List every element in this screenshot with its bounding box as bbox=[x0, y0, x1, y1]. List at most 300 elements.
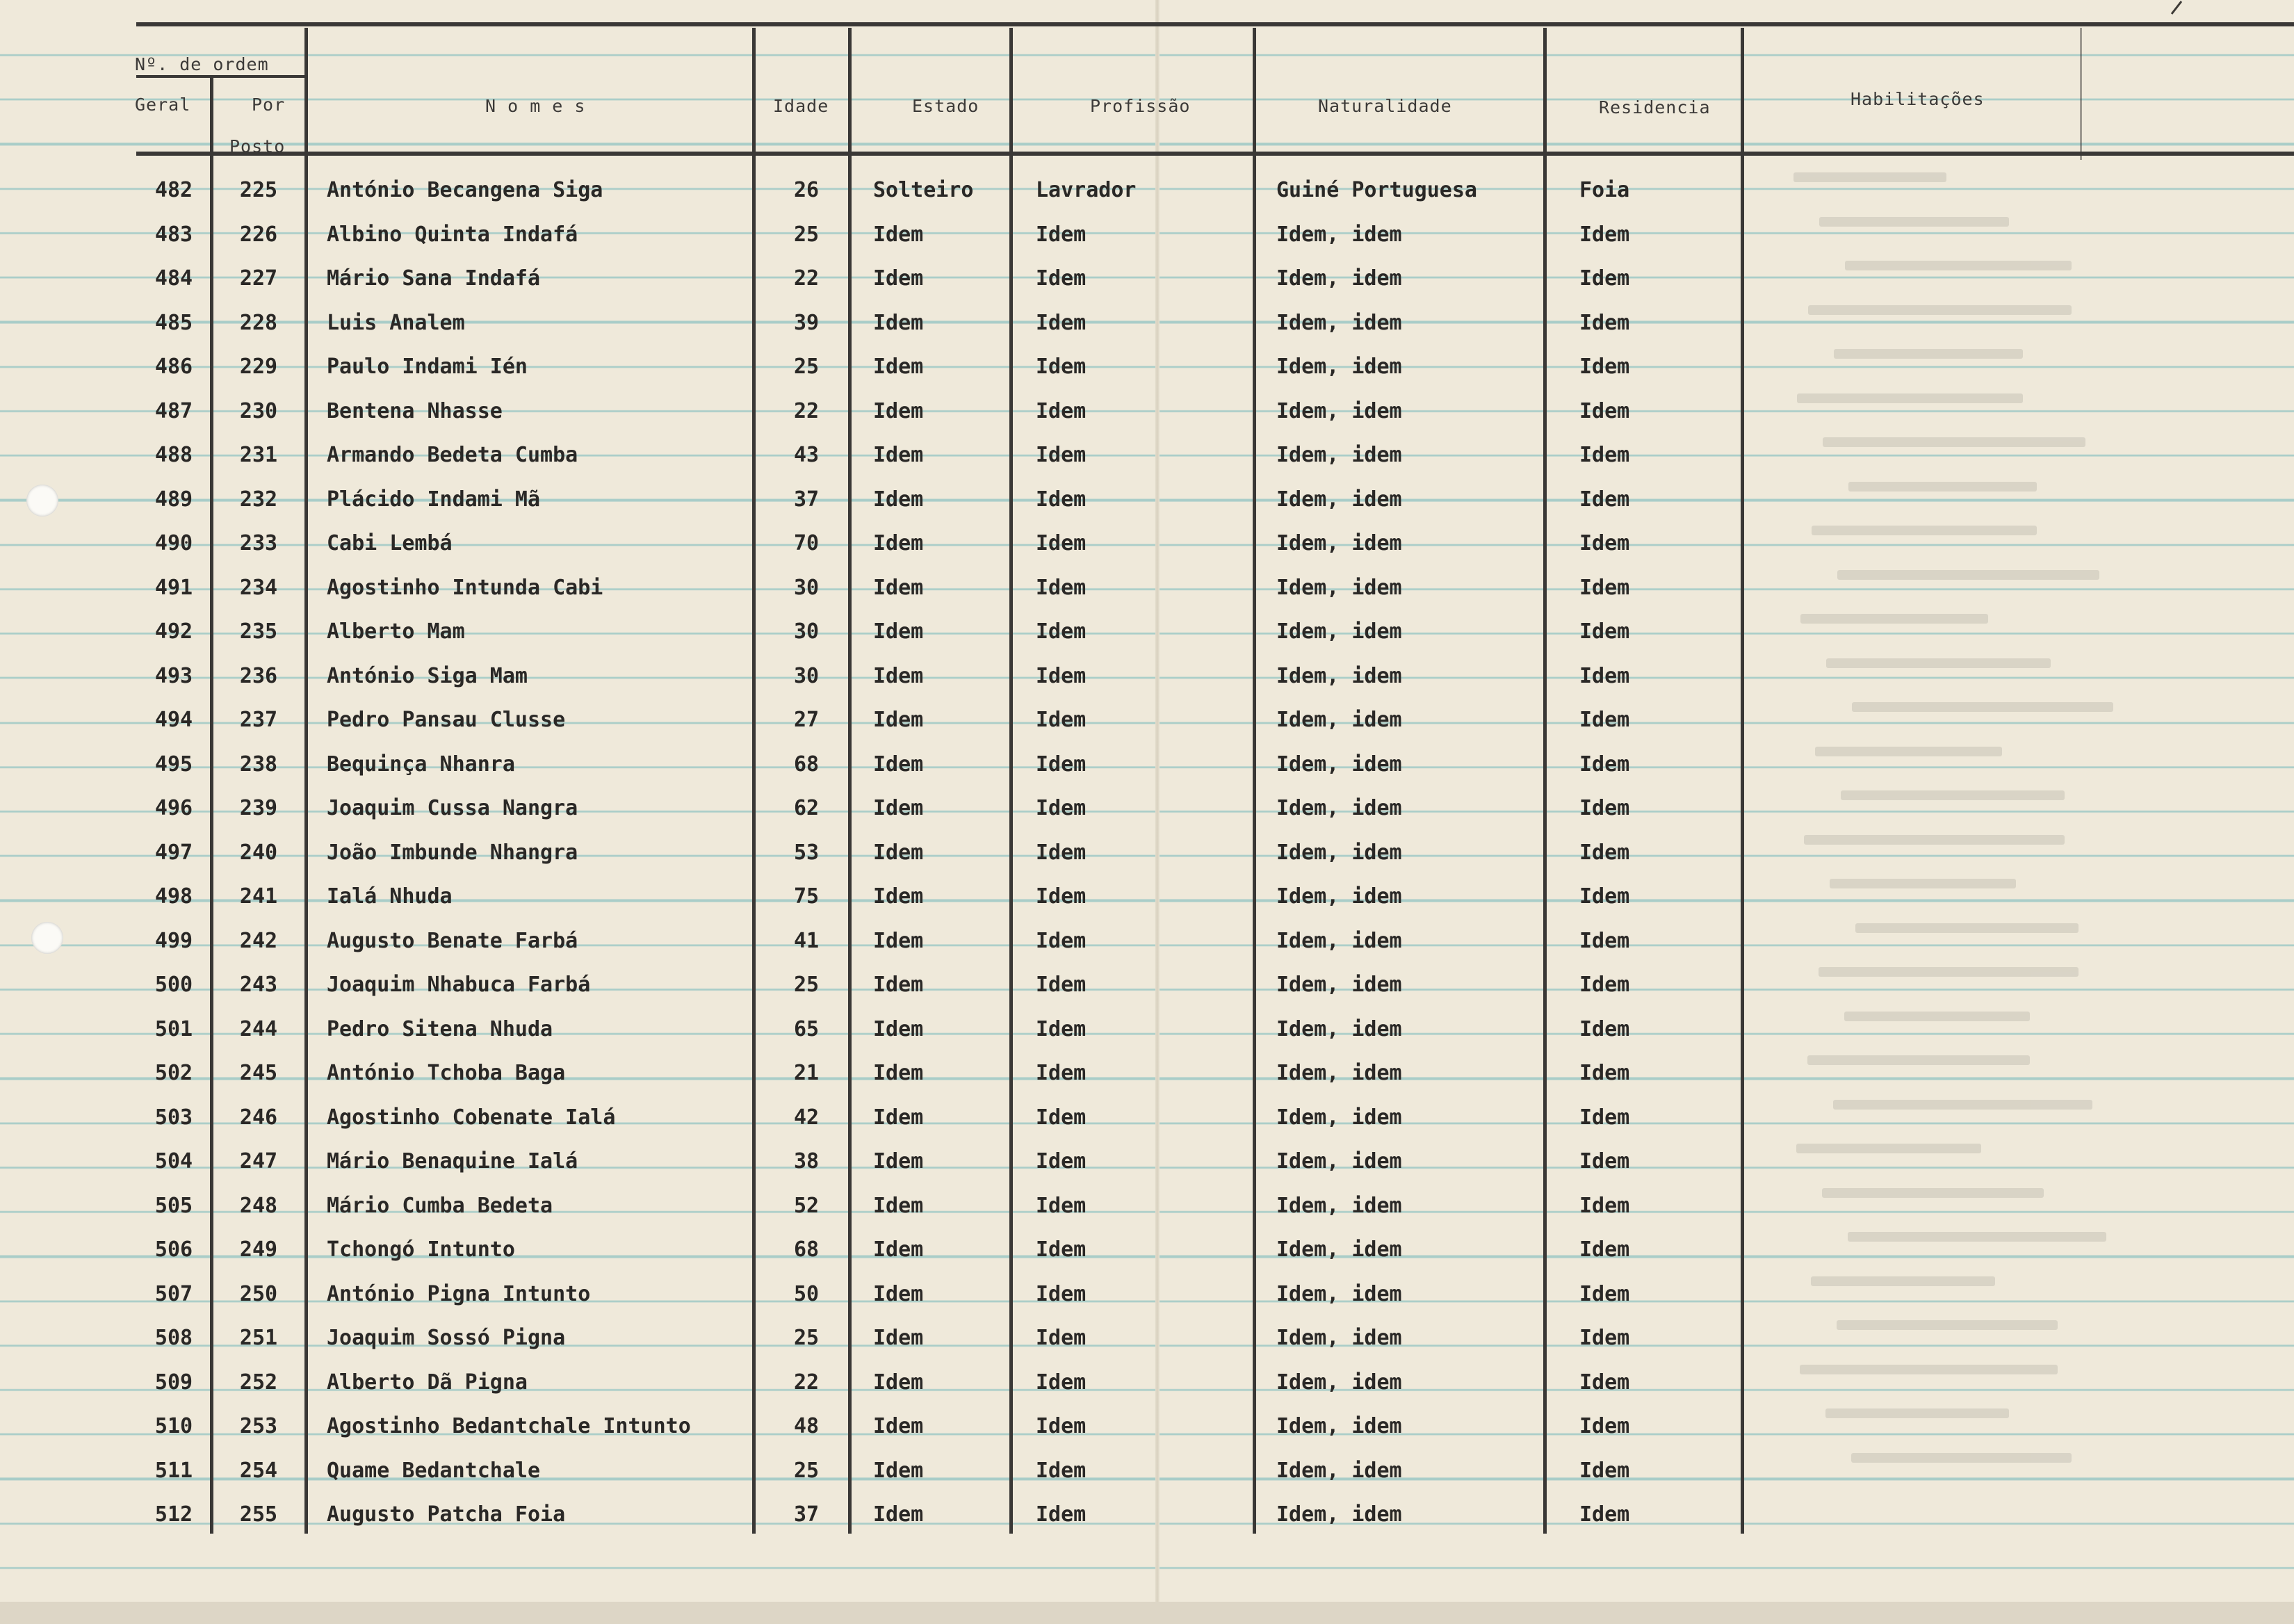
cell-naturalidade: Idem, idem bbox=[1276, 884, 1402, 909]
cell-residencia: Idem bbox=[1579, 1326, 1630, 1350]
cell-geral: 509 bbox=[154, 1370, 193, 1395]
cell-naturalidade: Idem, idem bbox=[1276, 310, 1402, 335]
bleed-mark bbox=[1822, 1188, 2044, 1198]
cell-residencia: Idem bbox=[1579, 1458, 1630, 1483]
cell-geral: 494 bbox=[154, 708, 193, 732]
cell-nome: Bequinça Nhanra bbox=[327, 752, 515, 777]
cell-idade: 70 bbox=[793, 531, 820, 555]
cell-nome: Quame Bedantchale bbox=[327, 1458, 541, 1483]
cell-residencia: Idem bbox=[1579, 1149, 1630, 1174]
cell-naturalidade: Idem, idem bbox=[1276, 575, 1402, 600]
cell-posto: 249 bbox=[239, 1237, 278, 1262]
bleed-mark bbox=[1812, 526, 2037, 535]
cell-posto: 237 bbox=[239, 708, 278, 732]
page-bottom-edge bbox=[0, 1602, 2294, 1624]
cell-profissao: Idem bbox=[1036, 266, 1087, 291]
cell-naturalidade: Idem, idem bbox=[1276, 1370, 1402, 1395]
bleed-mark bbox=[1830, 879, 2016, 888]
cell-geral: 493 bbox=[154, 663, 193, 688]
cell-geral: 510 bbox=[154, 1414, 193, 1438]
cell-posto: 228 bbox=[239, 310, 278, 335]
cell-naturalidade: Idem, idem bbox=[1276, 1502, 1402, 1527]
cell-posto: 243 bbox=[239, 973, 278, 997]
cell-idade: 22 bbox=[793, 1370, 820, 1395]
cell-posto: 254 bbox=[239, 1458, 278, 1483]
header-estado: Estado bbox=[912, 96, 979, 116]
rule-estado-profissao bbox=[1009, 28, 1013, 1534]
cell-estado: Idem bbox=[873, 1193, 924, 1218]
cell-nome: António Pigna Intunto bbox=[327, 1281, 591, 1306]
cell-residencia: Idem bbox=[1579, 266, 1630, 291]
cell-estado: Idem bbox=[873, 884, 924, 909]
header-residencia: Residencia bbox=[1599, 97, 1711, 117]
bleed-mark bbox=[1826, 658, 2051, 668]
cell-nome: Agostinho Intunda Cabi bbox=[327, 575, 603, 600]
cell-residencia: Idem bbox=[1579, 663, 1630, 688]
cell-nome: Joaquim Cussa Nangra bbox=[327, 796, 578, 820]
bleed-mark bbox=[1852, 702, 2113, 712]
cell-geral: 485 bbox=[154, 310, 193, 335]
cell-nome: Ialá Nhuda bbox=[327, 884, 453, 909]
header-idade: Idade bbox=[773, 96, 829, 116]
cell-idade: 42 bbox=[793, 1105, 820, 1130]
cell-geral: 488 bbox=[154, 443, 193, 467]
cell-nome: Alberto Dã Pigna bbox=[327, 1370, 528, 1395]
rule-idade-estado bbox=[848, 28, 852, 1534]
cell-estado: Idem bbox=[873, 1237, 924, 1262]
cell-nome: Augusto Benate Farbá bbox=[327, 928, 578, 953]
cell-posto: 253 bbox=[239, 1414, 278, 1438]
cell-nome: Alberto Mam bbox=[327, 619, 465, 644]
cell-naturalidade: Guiné Portuguesa bbox=[1276, 178, 1477, 202]
cell-profissao: Idem bbox=[1036, 531, 1087, 555]
bleed-mark bbox=[1811, 1276, 1995, 1286]
cell-estado: Idem bbox=[873, 840, 924, 865]
cell-nome: Agostinho Bedantchale Intunto bbox=[327, 1414, 691, 1438]
cell-idade: 62 bbox=[793, 796, 820, 820]
cell-residencia: Foia bbox=[1579, 178, 1630, 202]
cell-posto: 225 bbox=[239, 178, 278, 202]
cell-estado: Idem bbox=[873, 1326, 924, 1350]
cell-idade: 37 bbox=[793, 1502, 820, 1527]
cell-profissao: Idem bbox=[1036, 398, 1087, 423]
cell-naturalidade: Idem, idem bbox=[1276, 1149, 1402, 1174]
cell-naturalidade: Idem, idem bbox=[1276, 531, 1402, 555]
cell-geral: 487 bbox=[154, 398, 193, 423]
cell-posto: 226 bbox=[239, 222, 278, 247]
bleed-mark bbox=[1796, 1144, 1981, 1153]
cell-estado: Idem bbox=[873, 487, 924, 512]
cell-nome: Armando Bedeta Cumba bbox=[327, 443, 578, 467]
bleed-mark bbox=[1807, 1055, 2030, 1065]
cell-estado: Idem bbox=[873, 1458, 924, 1483]
cell-nome: Cabi Lembá bbox=[327, 531, 453, 555]
header-naturalidade: Naturalidade bbox=[1318, 96, 1452, 116]
bleed-mark bbox=[1804, 835, 2065, 845]
cell-residencia: Idem bbox=[1579, 708, 1630, 732]
bleed-mark bbox=[1833, 1100, 2092, 1110]
cell-geral: 495 bbox=[154, 752, 193, 777]
cell-profissao: Idem bbox=[1036, 1326, 1087, 1350]
cell-nome: Joaquim Nhabuca Farbá bbox=[327, 973, 591, 997]
cell-geral: 505 bbox=[154, 1193, 193, 1218]
cell-geral: 496 bbox=[154, 796, 193, 820]
cell-estado: Idem bbox=[873, 1105, 924, 1130]
cell-posto: 235 bbox=[239, 619, 278, 644]
rule-posto-nomes bbox=[304, 28, 308, 1534]
cell-profissao: Idem bbox=[1036, 663, 1087, 688]
cell-estado: Idem bbox=[873, 796, 924, 820]
bleed-mark bbox=[1841, 790, 2065, 800]
cell-idade: 25 bbox=[793, 355, 820, 379]
cell-idade: 68 bbox=[793, 1237, 820, 1262]
cell-geral: 484 bbox=[154, 266, 193, 291]
header-bottom-rule bbox=[136, 152, 2294, 156]
cell-residencia: Idem bbox=[1579, 928, 1630, 953]
cell-residencia: Idem bbox=[1579, 1193, 1630, 1218]
cell-naturalidade: Idem, idem bbox=[1276, 443, 1402, 467]
cell-estado: Idem bbox=[873, 1502, 924, 1527]
bleed-mark bbox=[1848, 1232, 2106, 1242]
cell-naturalidade: Idem, idem bbox=[1276, 928, 1402, 953]
cell-nome: Mário Cumba Bedeta bbox=[327, 1193, 553, 1218]
cell-nome: Luis Analem bbox=[327, 310, 465, 335]
cell-posto: 252 bbox=[239, 1370, 278, 1395]
cell-profissao: Idem bbox=[1036, 1016, 1087, 1041]
bleed-mark bbox=[1800, 614, 1988, 624]
bleed-mark bbox=[1848, 482, 2037, 492]
cell-estado: Idem bbox=[873, 531, 924, 555]
cell-residencia: Idem bbox=[1579, 796, 1630, 820]
cell-idade: 41 bbox=[793, 928, 820, 953]
cell-residencia: Idem bbox=[1579, 1414, 1630, 1438]
cell-idade: 43 bbox=[793, 443, 820, 467]
cell-profissao: Idem bbox=[1036, 708, 1087, 732]
cell-idade: 25 bbox=[793, 973, 820, 997]
cell-posto: 229 bbox=[239, 355, 278, 379]
cell-posto: 231 bbox=[239, 443, 278, 467]
cell-posto: 255 bbox=[239, 1502, 278, 1527]
cell-estado: Idem bbox=[873, 752, 924, 777]
cell-profissao: Idem bbox=[1036, 575, 1087, 600]
bleed-through-marks bbox=[1752, 160, 2266, 1550]
cell-residencia: Idem bbox=[1579, 1370, 1630, 1395]
cell-geral: 508 bbox=[154, 1326, 193, 1350]
bleed-mark bbox=[1815, 747, 2002, 756]
cell-geral: 501 bbox=[154, 1016, 193, 1041]
cell-estado: Idem bbox=[873, 1414, 924, 1438]
cell-idade: 21 bbox=[793, 1061, 820, 1085]
cell-nome: Pedro Pansau Clusse bbox=[327, 708, 566, 732]
header-posto: Posto bbox=[229, 136, 286, 156]
cell-naturalidade: Idem, idem bbox=[1276, 1061, 1402, 1085]
cell-profissao: Idem bbox=[1036, 884, 1087, 909]
cell-posto: 250 bbox=[239, 1281, 278, 1306]
cell-idade: 48 bbox=[793, 1414, 820, 1438]
bleed-mark bbox=[1808, 305, 2072, 315]
cell-naturalidade: Idem, idem bbox=[1276, 487, 1402, 512]
header-nomes: N o m e s bbox=[485, 96, 586, 116]
cell-geral: 490 bbox=[154, 531, 193, 555]
cell-naturalidade: Idem, idem bbox=[1276, 222, 1402, 247]
cell-geral: 512 bbox=[154, 1502, 193, 1527]
cell-profissao: Idem bbox=[1036, 1281, 1087, 1306]
cell-estado: Idem bbox=[873, 928, 924, 953]
cell-idade: 37 bbox=[793, 487, 820, 512]
cell-posto: 240 bbox=[239, 840, 278, 865]
cell-profissao: Idem bbox=[1036, 752, 1087, 777]
cell-estado: Solteiro bbox=[873, 178, 974, 202]
cell-geral: 499 bbox=[154, 928, 193, 953]
cell-posto: 238 bbox=[239, 752, 278, 777]
cell-residencia: Idem bbox=[1579, 1502, 1630, 1527]
cell-residencia: Idem bbox=[1579, 575, 1630, 600]
cell-estado: Idem bbox=[873, 619, 924, 644]
cell-nome: Plácido Indami Mã bbox=[327, 487, 541, 512]
cell-nome: António Siga Mam bbox=[327, 663, 528, 688]
cell-nome: Agostinho Cobenate Ialá bbox=[327, 1105, 616, 1130]
cell-profissao: Idem bbox=[1036, 443, 1087, 467]
cell-idade: 65 bbox=[793, 1016, 820, 1041]
cell-nome: João Imbunde Nhangra bbox=[327, 840, 578, 865]
cell-residencia: Idem bbox=[1579, 355, 1630, 379]
header-profissao: Profissão bbox=[1090, 96, 1191, 116]
rule-habilitacoes-faint bbox=[2080, 28, 2082, 160]
cell-naturalidade: Idem, idem bbox=[1276, 663, 1402, 688]
cell-idade: 25 bbox=[793, 1326, 820, 1350]
bleed-mark bbox=[1845, 261, 2072, 270]
cell-estado: Idem bbox=[873, 1016, 924, 1041]
cell-geral: 483 bbox=[154, 222, 193, 247]
page-fold bbox=[1155, 0, 1160, 1624]
binder-hole-bottom bbox=[31, 922, 63, 954]
cell-nome: Mário Benaquine Ialá bbox=[327, 1149, 578, 1174]
cell-naturalidade: Idem, idem bbox=[1276, 619, 1402, 644]
cell-residencia: Idem bbox=[1579, 443, 1630, 467]
cell-residencia: Idem bbox=[1579, 310, 1630, 335]
cell-idade: 52 bbox=[793, 1193, 820, 1218]
binder-hole-top bbox=[26, 485, 58, 517]
cell-geral: 502 bbox=[154, 1061, 193, 1085]
cell-estado: Idem bbox=[873, 663, 924, 688]
cell-nome: Pedro Sitena Nhuda bbox=[327, 1016, 553, 1041]
cell-estado: Idem bbox=[873, 355, 924, 379]
cell-estado: Idem bbox=[873, 1061, 924, 1085]
bleed-mark bbox=[1855, 923, 2079, 933]
cell-posto: 232 bbox=[239, 487, 278, 512]
cell-profissao: Idem bbox=[1036, 1061, 1087, 1085]
cell-residencia: Idem bbox=[1579, 398, 1630, 423]
cell-residencia: Idem bbox=[1579, 752, 1630, 777]
cell-estado: Idem bbox=[873, 398, 924, 423]
cell-estado: Idem bbox=[873, 1149, 924, 1174]
cell-geral: 497 bbox=[154, 840, 193, 865]
cell-profissao: Idem bbox=[1036, 310, 1087, 335]
cell-profissao: Idem bbox=[1036, 1237, 1087, 1262]
cell-naturalidade: Idem, idem bbox=[1276, 1105, 1402, 1130]
cell-naturalidade: Idem, idem bbox=[1276, 708, 1402, 732]
cell-residencia: Idem bbox=[1579, 1016, 1630, 1041]
cell-naturalidade: Idem, idem bbox=[1276, 1193, 1402, 1218]
cell-geral: 489 bbox=[154, 487, 193, 512]
header-habilitacoes: Habilitações bbox=[1850, 89, 1985, 109]
cell-idade: 68 bbox=[793, 752, 820, 777]
cell-geral: 503 bbox=[154, 1105, 193, 1130]
bleed-mark bbox=[1797, 393, 2023, 403]
cell-profissao: Idem bbox=[1036, 487, 1087, 512]
cell-posto: 233 bbox=[239, 531, 278, 555]
cell-posto: 245 bbox=[239, 1061, 278, 1085]
cell-naturalidade: Idem, idem bbox=[1276, 266, 1402, 291]
rule-naturalidade-residencia bbox=[1543, 28, 1547, 1534]
cell-naturalidade: Idem, idem bbox=[1276, 1016, 1402, 1041]
cell-nome: Joaquim Sossó Pigna bbox=[327, 1326, 566, 1350]
cell-profissao: Idem bbox=[1036, 796, 1087, 820]
rule-nomes-idade bbox=[752, 28, 756, 1534]
cell-nome: Mário Sana Indafá bbox=[327, 266, 541, 291]
bleed-mark bbox=[1844, 1012, 2030, 1021]
bleed-mark bbox=[1834, 349, 2023, 359]
cell-idade: 25 bbox=[793, 1458, 820, 1483]
cell-profissao: Idem bbox=[1036, 1458, 1087, 1483]
cell-profissao: Idem bbox=[1036, 355, 1087, 379]
cell-residencia: Idem bbox=[1579, 884, 1630, 909]
cell-residencia: Idem bbox=[1579, 487, 1630, 512]
cell-profissao: Idem bbox=[1036, 840, 1087, 865]
bleed-mark bbox=[1819, 967, 2079, 977]
cell-naturalidade: Idem, idem bbox=[1276, 796, 1402, 820]
cell-idade: 22 bbox=[793, 398, 820, 423]
cell-residencia: Idem bbox=[1579, 1237, 1630, 1262]
cell-estado: Idem bbox=[873, 708, 924, 732]
cell-residencia: Idem bbox=[1579, 1281, 1630, 1306]
cell-geral: 491 bbox=[154, 575, 193, 600]
cell-profissao: Idem bbox=[1036, 928, 1087, 953]
cell-idade: 26 bbox=[793, 178, 820, 202]
bleed-mark bbox=[1851, 1453, 2072, 1463]
rule-geral-posto bbox=[210, 75, 213, 1534]
header-top-rule bbox=[136, 22, 2294, 26]
cell-posto: 241 bbox=[239, 884, 278, 909]
cell-posto: 251 bbox=[239, 1326, 278, 1350]
bleed-mark bbox=[1837, 1320, 2058, 1330]
cell-naturalidade: Idem, idem bbox=[1276, 973, 1402, 997]
cell-geral: 482 bbox=[154, 178, 193, 202]
cell-idade: 38 bbox=[793, 1149, 820, 1174]
cell-idade: 27 bbox=[793, 708, 820, 732]
cell-posto: 234 bbox=[239, 575, 278, 600]
cell-geral: 506 bbox=[154, 1237, 193, 1262]
cell-idade: 30 bbox=[793, 575, 820, 600]
cell-profissao: Idem bbox=[1036, 619, 1087, 644]
cell-geral: 492 bbox=[154, 619, 193, 644]
cell-residencia: Idem bbox=[1579, 1105, 1630, 1130]
pen-mark-icon bbox=[2169, 0, 2197, 15]
cell-residencia: Idem bbox=[1579, 531, 1630, 555]
cell-posto: 227 bbox=[239, 266, 278, 291]
cell-naturalidade: Idem, idem bbox=[1276, 840, 1402, 865]
cell-nome: Tchongó Intunto bbox=[327, 1237, 515, 1262]
cell-naturalidade: Idem, idem bbox=[1276, 1458, 1402, 1483]
cell-posto: 230 bbox=[239, 398, 278, 423]
header-order-no: Nº. de ordem bbox=[135, 54, 269, 74]
cell-nome: Albino Quinta Indafá bbox=[327, 222, 578, 247]
cell-profissao: Lavrador bbox=[1036, 178, 1137, 202]
cell-nome: Bentena Nhasse bbox=[327, 398, 503, 423]
cell-geral: 511 bbox=[154, 1458, 193, 1483]
cell-profissao: Idem bbox=[1036, 1149, 1087, 1174]
cell-nome: Paulo Indami Ién bbox=[327, 355, 528, 379]
cell-idade: 50 bbox=[793, 1281, 820, 1306]
cell-nome: António Becangena Siga bbox=[327, 178, 603, 202]
cell-geral: 504 bbox=[154, 1149, 193, 1174]
order-no-underline bbox=[136, 75, 304, 78]
cell-nome: Augusto Patcha Foia bbox=[327, 1502, 566, 1527]
cell-naturalidade: Idem, idem bbox=[1276, 1326, 1402, 1350]
cell-posto: 236 bbox=[239, 663, 278, 688]
bleed-mark bbox=[1793, 172, 1946, 182]
cell-estado: Idem bbox=[873, 443, 924, 467]
cell-idade: 30 bbox=[793, 663, 820, 688]
cell-naturalidade: Idem, idem bbox=[1276, 1237, 1402, 1262]
cell-idade: 53 bbox=[793, 840, 820, 865]
cell-profissao: Idem bbox=[1036, 973, 1087, 997]
cell-profissao: Idem bbox=[1036, 1502, 1087, 1527]
cell-estado: Idem bbox=[873, 1370, 924, 1395]
bleed-mark bbox=[1800, 1365, 2058, 1374]
cell-geral: 500 bbox=[154, 973, 193, 997]
cell-idade: 25 bbox=[793, 222, 820, 247]
cell-profissao: Idem bbox=[1036, 1105, 1087, 1130]
bleed-mark bbox=[1819, 217, 2009, 227]
bleed-mark bbox=[1837, 570, 2099, 580]
cell-residencia: Idem bbox=[1579, 973, 1630, 997]
cell-naturalidade: Idem, idem bbox=[1276, 1414, 1402, 1438]
cell-naturalidade: Idem, idem bbox=[1276, 398, 1402, 423]
cell-estado: Idem bbox=[873, 575, 924, 600]
rule-profissao-naturalidade bbox=[1253, 28, 1256, 1534]
cell-estado: Idem bbox=[873, 222, 924, 247]
cell-posto: 239 bbox=[239, 796, 278, 820]
cell-residencia: Idem bbox=[1579, 1061, 1630, 1085]
bleed-mark bbox=[1825, 1408, 2009, 1418]
bleed-mark bbox=[1823, 437, 2085, 447]
cell-profissao: Idem bbox=[1036, 1370, 1087, 1395]
cell-idade: 75 bbox=[793, 884, 820, 909]
cell-profissao: Idem bbox=[1036, 1193, 1087, 1218]
header-geral: Geral bbox=[135, 95, 191, 115]
cell-geral: 498 bbox=[154, 884, 193, 909]
cell-residencia: Idem bbox=[1579, 222, 1630, 247]
cell-naturalidade: Idem, idem bbox=[1276, 355, 1402, 379]
cell-estado: Idem bbox=[873, 973, 924, 997]
cell-profissao: Idem bbox=[1036, 1414, 1087, 1438]
cell-profissao: Idem bbox=[1036, 222, 1087, 247]
cell-naturalidade: Idem, idem bbox=[1276, 1281, 1402, 1306]
header-por: Por bbox=[252, 95, 286, 115]
cell-naturalidade: Idem, idem bbox=[1276, 752, 1402, 777]
cell-geral: 507 bbox=[154, 1281, 193, 1306]
cell-idade: 39 bbox=[793, 310, 820, 335]
cell-estado: Idem bbox=[873, 1281, 924, 1306]
cell-posto: 244 bbox=[239, 1016, 278, 1041]
cell-nome: António Tchoba Baga bbox=[327, 1061, 566, 1085]
cell-posto: 242 bbox=[239, 928, 278, 953]
cell-idade: 30 bbox=[793, 619, 820, 644]
cell-residencia: Idem bbox=[1579, 840, 1630, 865]
rule-residencia-habilitacoes bbox=[1741, 28, 1744, 1534]
cell-idade: 22 bbox=[793, 266, 820, 291]
